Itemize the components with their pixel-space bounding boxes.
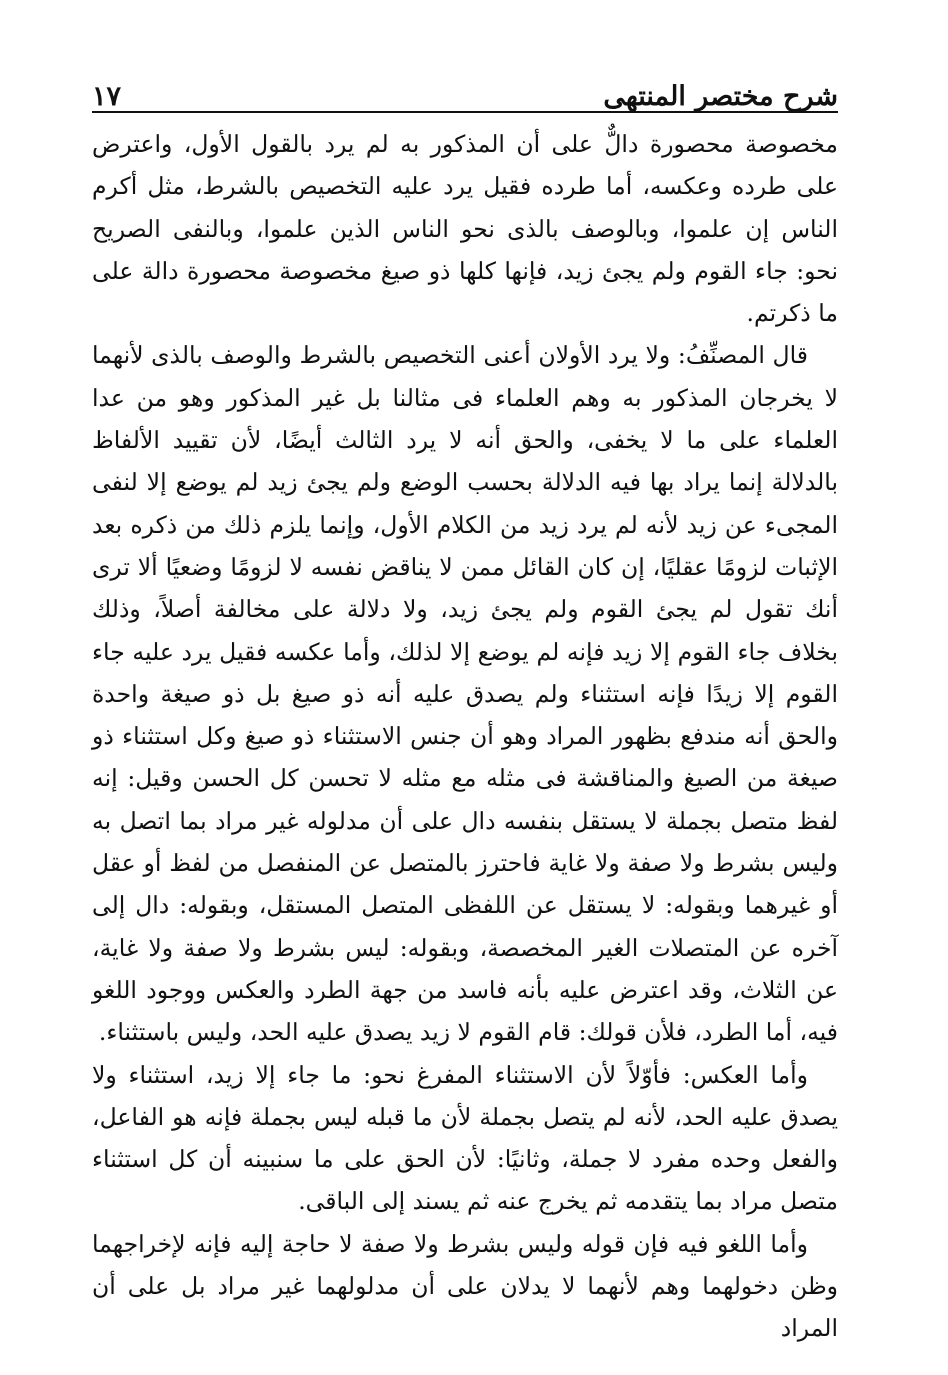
running-title: شرح مختصر المنتهى xyxy=(603,81,838,112)
paragraph: مخصوصة محصورة دالٌّ على أن المذكور به لم يرد بالقول الأول، واعترض على طرده وعكسه، أما طرده فقيل يرد عليه التخصيص بالشرط، مثل أكرم الناس إن علموا، وبالوصف بالذى نحو الناس الذين علموا، وبالنفى الصريح نحو: جاء القوم ولم يجئ زيد، فإنها كلها ذو صيغ مخصوصة محصورة دالة على ما ذكرتم. xyxy=(92,130,838,328)
paragraph: وأما العكس: فأوّلاً لأن الاستثناء المفرغ نحو: ما جاء إلا زيد، استثناء ولا يصدق عليه الحد، لأنه لم يتصل بجملة لأن ما قبله ليس بجملة فإنه هو الفاعل، والفعل وحده مفرد لا جملة، وثانيًا: لأن الحق على ما سنبينه أن كل استثناء متصل مراد بما يتقدمه ثم يخرج عنه ثم يسند إلى الباقى. xyxy=(92,1060,838,1216)
page-number: ١٧ xyxy=(92,81,122,112)
page-body xyxy=(92,123,838,1350)
header-rule xyxy=(92,111,838,113)
page-header xyxy=(92,70,838,110)
paragraph: وأما اللغو فيه فإن قوله وليس بشرط ولا صفة لا حاجة إليه فإنه لإخراجهما وظن دخولهما وهم لأنهما لا يدلان على أن مدلولهما غير مراد بل على أن المراد xyxy=(92,1229,838,1343)
paragraph: قال المصنِّفُ: ولا يرد الأولان أعنى التخصيص بالشرط والوصف بالذى لأنهما لا يخرجان المذكور به وهم العلماء فى مثالنا بل غير المذكور وهو من عدا العلماء على ما لا يخفى، والحق أنه لا يرد الثالث أيضًا، لأن تقييد الألفاظ بالدلالة إنما يراد بها فيه الدلالة بحسب الوضع ولم يجئ زيد لم يوضع إلا لنفى المجىء عن زيد لأنه لم يرد زيد من الكلام الأول، وإنما يلزم ذلك من ذكره بعد الإثبات لزومًا عقليًا، إن كان القائل ممن لا يناقض نفسه لا لزومًا وضعيًا ألا ترى أنك تقول لم يجئ القوم ولم يجئ زيد، ولا دلالة على مخالفة أصلاً، وذلك بخلاف جاء القوم إلا زيد فإنه لم يوضع إلا لذلك، وأما عكسه فقيل يرد عليه جاء القوم إلا زيدًا فإنه استثناء ولم يصدق عليه أنه ذو صيغ بل ذو صيغة واحدة والحق أنه مندفع بظهور المراد وهو أن جنس الاستثناء ذو صيغ وكل استثناء ذو صيغة من الصيغ والمناقشة فى مثله مع مثله لا تحسن كل الحسن وقيل: إنه لفظ متصل بجملة لا يستقل بنفسه دال على أن مدلوله غير مراد بما اتصل به وليس بشرط ولا صفة ولا غاية فاحترز بالمتصل عن المنفصل من لفظ أو عقل أو غيرهما وبقوله: لا يستقل عن اللفظى المتصل المستقل، وبقوله: دال إلى آخره عن المتصلات الغير المخصصة، وبقوله: ليس بشرط ولا صفة ولا غاية، عن الثلاث، وقد اعترض عليه بأنه فاسد من جهة الطرد والعكس ووجود اللغو فيه، أما الطرد، فلأن قولك: قام القوم لا زيد يصدق عليه الحد، وليس باستثناء. xyxy=(92,341,838,1047)
